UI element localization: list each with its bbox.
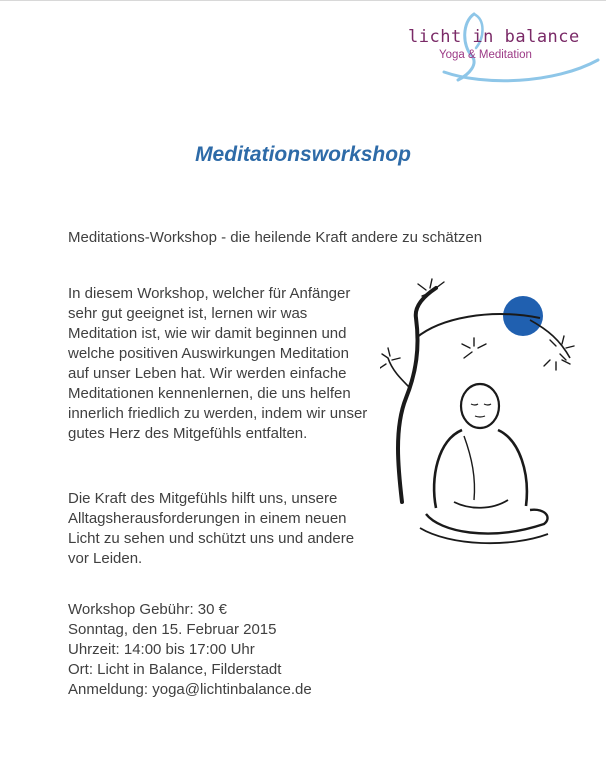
intro-paragraph: In diesem Workshop, welcher für Anfänger sehr gut geeignet ist, lernen wir was Meditation ist, wie wir damit beginnen und welche positiven Auswirkungen Meditation auf unser Leben hat. Wir werden einfache Meditationen kennenlernen, die uns helfen innerlich friedlich zu werden, indem wir unser gutes Herz des Mitgefühls entfalten. [68,285,368,442]
logo-tagline: Yoga & Meditation [439,49,532,61]
logo-name: licht in balance [408,27,580,47]
time-line: Uhrzeit: 14:00 bis 17:00 Uhr [68,641,255,658]
event-details [68,600,312,700]
place-line: Ort: Licht in Balance, Filderstadt [68,661,282,678]
fee-line: Workshop Gebühr: 30 € [68,601,227,618]
meditating-buddha-under-tree-icon [380,278,580,568]
page-top-border [0,0,606,1]
page-subtitle: Meditations-Workshop - die heilende Kraft andere zu schätzen [68,229,483,246]
date-line: Sonntag, den 15. Februar 2015 [68,621,277,638]
registration-line: Anmeldung: yoga@lichtinbalance.de [68,681,312,698]
brand-logo [404,12,600,86]
compassion-paragraph: Die Kraft des Mitgefühls hilft uns, unsere Alltagsherausforderungen in einem neuen Licht zu sehen und schützt uns und andere vor Leiden. [68,490,355,567]
page-title: Meditationsworkshop [195,143,411,166]
